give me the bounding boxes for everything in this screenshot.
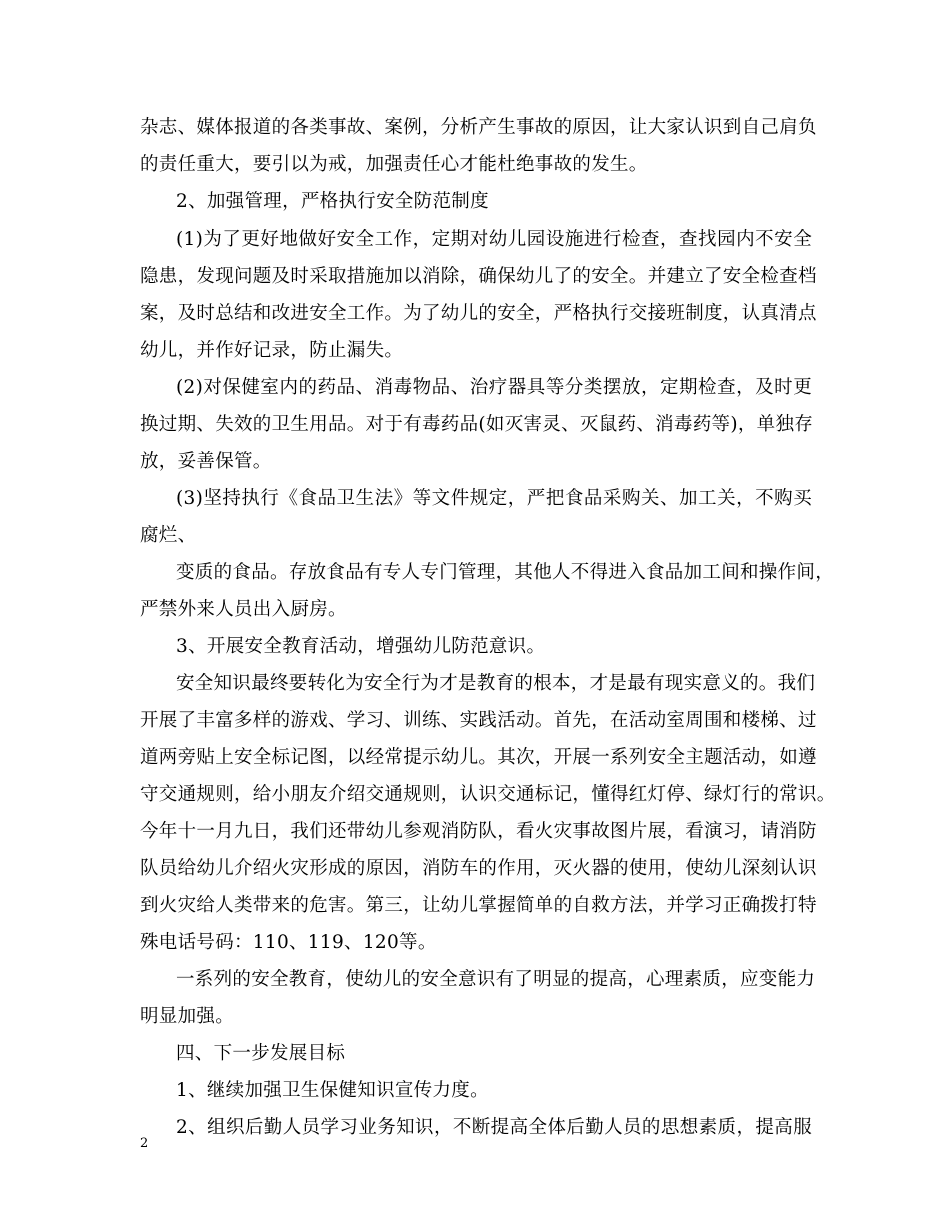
body-text-line: 道两旁贴上安全标记图，以经常提示幼儿。其次，开展一系列安全主题活动，如遵	[140, 747, 817, 768]
section-heading: 3、开展安全教育活动，增强幼儿防范意识。	[176, 636, 546, 657]
body-text-line: 守交通规则，给小朋友介绍交通规则，认识交通标记，懂得红灯停、绿灯行的常识。	[140, 784, 836, 805]
body-text-line: 换过期、失效的卫生用品。对于有毒药品(如灭害灵、灭鼠药、消毒药等)，单独存	[140, 414, 814, 435]
body-text-line: 变质的食品。存放食品有专人专门管理，其他人不得进入食品加工间和操作间，	[176, 562, 835, 583]
body-text-line: 案，及时总结和改进安全工作。为了幼儿的安全，严格执行交接班制度，认真清点	[140, 303, 817, 324]
body-text-line: (1)为了更好地做好安全工作，定期对幼儿园设施进行检查，查找园内不安全	[176, 229, 812, 250]
body-text-line: 隐患，发现问题及时采取措施加以消除，确保幼儿了的安全。并建立了安全检查档	[140, 266, 817, 287]
body-text-line: 腐烂、	[140, 525, 197, 546]
body-text-line: 队员给幼儿介绍火灾形成的原因，消防车的作用，灭火器的使用，使幼儿深刻认识	[140, 858, 817, 879]
body-text-line: 杂志、媒体报道的各类事故、案例，分析产生事故的原因，让大家认识到自己肩负	[140, 117, 817, 138]
body-text-line: 今年十一月九日，我们还带幼儿参观消防队，看火灾事故图片展，看演习，请消防	[140, 821, 817, 842]
body-text-line: 2、组织后勤人员学习业务知识，不断提高全体后勤人员的思想素质，提高服	[176, 1117, 812, 1138]
body-text-line: 开展了丰富多样的游戏、学习、训练、实践活动。首先，在活动室周围和楼梯、过	[140, 710, 817, 731]
body-text-line: 放，妥善保管。	[140, 451, 272, 472]
body-text-line: 的责任重大，要引以为戒，加强责任心才能杜绝事故的发生。	[140, 154, 648, 175]
body-text-line: 幼儿，并作好记录，防止漏失。	[140, 340, 404, 361]
body-text-line: 到火灾给人类带来的危害。第三，让幼儿掌握简单的自救方法，并学习正确拨打特	[140, 895, 817, 916]
body-text-line: (2)对保健室内的药品、消毒物品、治疗器具等分类摆放，定期检查，及时更	[176, 377, 812, 398]
body-text-line: 1、继续加强卫生保健知识宣传力度。	[176, 1080, 489, 1101]
body-text-line: 严禁外来人员出入厨房。	[140, 599, 347, 620]
body-text-line: 安全知识最终要转化为安全行为才是教育的根本，才是最有现实意义的。我们	[176, 673, 816, 694]
body-text-line: 明显加强。	[140, 1006, 235, 1027]
section-heading: 2、加强管理，严格执行安全防范制度	[176, 191, 489, 212]
body-text-line: (3)坚持执行《食品卫生法》等文件规定，严把食品采购关、加工关，不购买	[176, 488, 812, 509]
page-number: 2	[140, 1136, 149, 1151]
section-heading: 四、下一步发展目标	[176, 1043, 346, 1064]
body-text-line: 殊电话号码：110、119、120等。	[140, 932, 437, 953]
body-text-line: 一系列的安全教育，使幼儿的安全意识有了明显的提高，心理素质，应变能力	[176, 969, 816, 990]
